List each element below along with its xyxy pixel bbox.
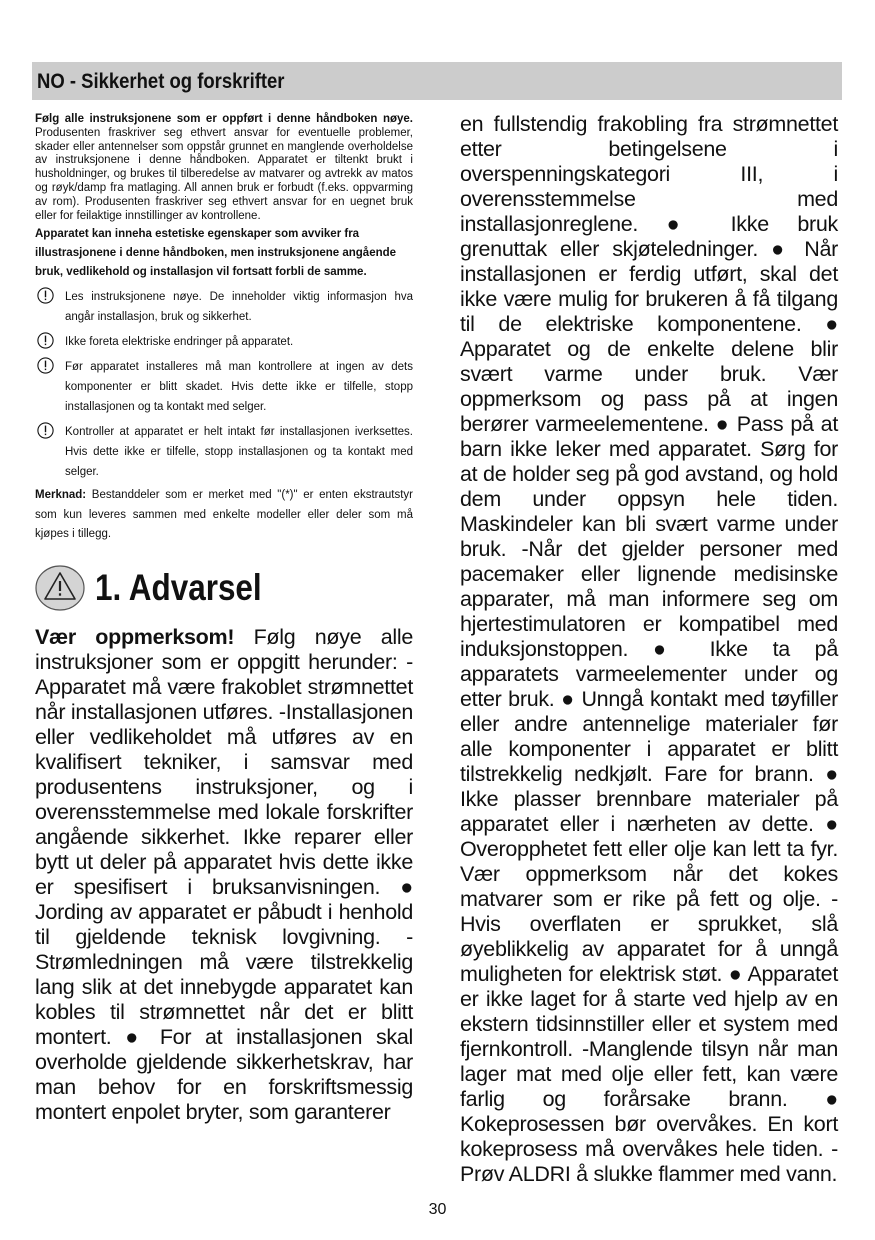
note-label: Merknad:	[35, 489, 87, 502]
warning-text: Les instruksjonene nøye. De inneholder viktig informasjon hva angår installasjon, bruk og sikkerhet.	[65, 291, 413, 324]
intro-lead-bold: Følg alle instruksjonene som er oppført i denne håndboken nøye.	[35, 113, 413, 125]
intro-lead-text: Produsenten fraskriver seg ethvert ansvar for eventuelle problemer, skader eller antennelser som oppstår grunnet en manglende overholdelse av instruksjonene i denne håndboken. Apparatet er tiltenkt brukt i husholdninger, og brukes til tilberedelse av matvarer og avtrekk av matos og røyk/damp fra matlaging. All annen bruk er forbudt (f.eks. oppvarming av rom). Produsenten fraskriver seg ethvert ansvar for en uegnet bruk eller for feilaktige innstillinger av kontrollene.	[35, 126, 413, 222]
exclamation-circle-icon	[37, 357, 57, 374]
warning-triangle-icon	[35, 565, 85, 611]
warning-item	[35, 287, 413, 327]
section-body-right: en fullstendig frakobling fra strømnettet etter betingelsene i overspenningskategori III, i overensstemmelse med installasjonreglene. ● Ikke bruk grenuttak eller skjøteledninger. ● Når installasjonen er ferdig utført, skal det ikke være mulig for brukeren å få tilgang til de elektriske komponentene. ● Apparatet og de enkelte delene blir svært varme under bruk. Vær oppmerksom og pass på at ingen berører varmeelementene. ● Pass på at barn ikke leker med apparatet. Sørg for at de holder seg på god avstand, og hold dem under oppsyn hele tiden. Maskindeler kan bli svært varme under bruk. -Når det gjelder personer med pacemaker eller lignende medisinske apparater, må man informere seg om hjertestimulatoren er kompatibel med induksjonstoppen. ● Ikke ta på apparatets varmeelementer under og etter bruk. ● Unngå kontakt med tøyfiller eller andre antennelige materialer før alle komponenter i apparatet er blitt tilstrekkelig nedkjølt. Fare for brann. ● Ikke plasser brennbare materialer på apparatet eller i nærheten av dette. ● Overopphetet fett eller olje kan lett ta fyr. Vær oppmerksom når det kokes matvarer som er rike på fett og olje. -Hvis overflaten er sprukket, slå øyeblikkelig av apparatet for å unngå muligheten for elektrisk støt. ● Apparatet er ikke laget for å starte ved hjelp av en ekstern tidsinnstiller eller et system med fjernkontroll. -Manglende tilsyn når man lager mat med olje eller fett, kan være farlig og forårsake brann. ● Kokeprosessen bør overvåkes. En kort kokeprosess må overvåkes hele tiden. -Prøv ALDRI å slukke flammer med vann.	[460, 112, 838, 1186]
section-body-bold: Vær oppmerksom!	[35, 624, 235, 649]
left-column	[35, 113, 413, 1125]
appearance-notice: Apparatet kan inneha estetiske egenskaper som avviker fra illustrasjonene i denne håndboken, men instruksjonene angående bruk, vedlikehold og installasjon vil fortsatt forbli de samme.	[35, 228, 397, 279]
page-number: 30	[428, 1201, 447, 1218]
right-column	[460, 112, 838, 1187]
section-header-bar	[32, 62, 842, 100]
exclamation-circle-icon	[37, 422, 57, 439]
warning-text: Før apparatet installeres må man kontrollere at ingen av dets komponenter er blitt skadet. Hvis dette ikke er tilfelle, stopp installasjonen og ta kontakt med selger.	[65, 361, 413, 414]
section-heading	[35, 565, 413, 611]
warning-item	[35, 357, 413, 417]
section-body-text: Følg nøye alle instruksjoner som er oppgitt herunder: -Apparatet må være frakoblet strømnettet når installasjonen utføres. -Installasjonen eller vedlikeholdet må utføres av en kvalifisert tekniker, i samsvar med produsentens instruksjoner, og i overensstemmelse med lokale forskrifter angående sikkerhet. Ikke reparer eller bytt ut deler på apparatet hvis dette ikke er spesifisert i bruksanvisningen. ● Jording av apparatet er påbudt i henhold til gjeldende teknisk lovgivning. -Strømledningen må være tilstrekkelig lang slik at det innebygde apparatet kan kobles til strømnettet når det er blitt montert. ● For at installasjonen skal overholde gjeldende sikkerhetskrav, har man behov for en forskriftsmessig montert enpolet bryter, som garanterer	[35, 624, 414, 1124]
warning-item	[35, 422, 413, 482]
intro-paragraph	[35, 113, 413, 223]
note-text: Bestanddeler som er merket med "(*)" er enten ekstrautstyr som kun leveres sammen med enkelte modeller eller deler som må kjøpes i tillegg.	[35, 489, 413, 541]
warning-text: Ikke foreta elektriske endringer på apparatet.	[65, 336, 294, 349]
exclamation-circle-icon	[37, 332, 57, 349]
exclamation-circle-icon	[37, 287, 57, 304]
warning-text: Kontroller at apparatet er helt intakt før installasjonen iverksettes. Hvis dette ikke er tilfelle, stopp installasjonen og ta kontakt med selger.	[65, 426, 413, 479]
note-paragraph	[35, 486, 413, 545]
section-body-left	[35, 625, 413, 1125]
warning-item	[35, 332, 413, 352]
section-title: 1. Advarsel	[95, 566, 262, 608]
page-title: NO - Sikkerhet og forskrifter	[37, 70, 285, 93]
